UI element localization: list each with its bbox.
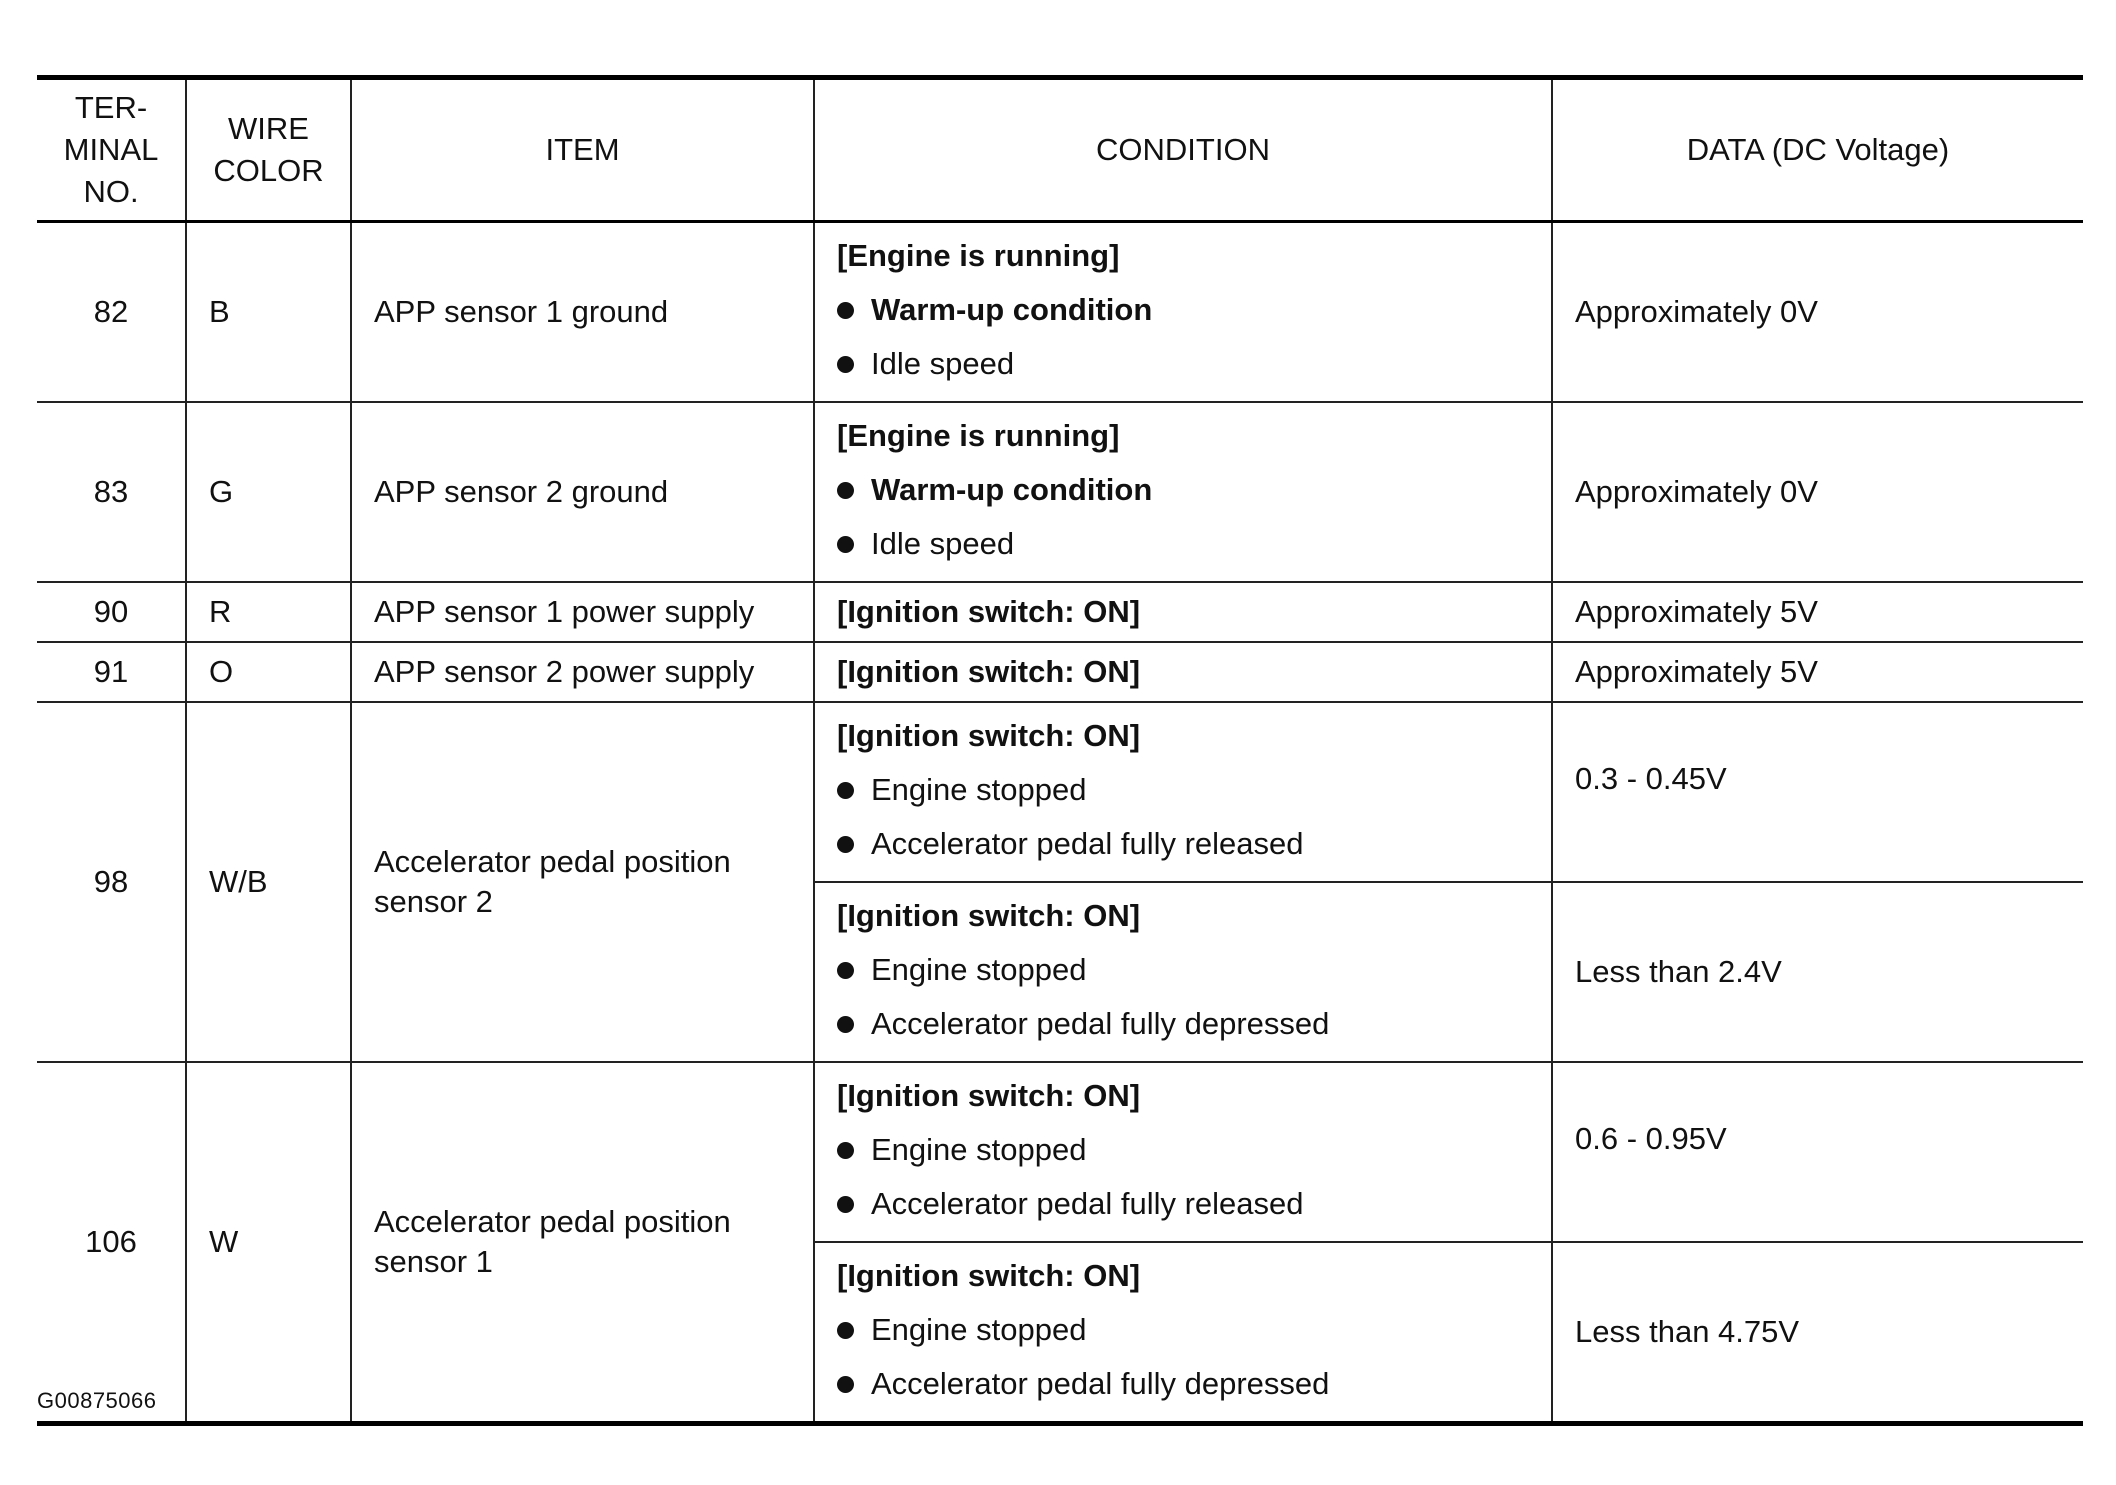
condition-heading: [Ignition switch: ON]: [837, 1258, 1141, 1293]
condition-cell: [814, 222, 1552, 403]
wire-color: W/B: [186, 702, 351, 1062]
table-row: [37, 702, 2083, 882]
terminal-number: 98: [37, 702, 186, 1062]
terminal-number: 90: [37, 582, 186, 642]
table-row: [37, 642, 2083, 702]
condition-item: Accelerator pedal fully depressed: [837, 1357, 1551, 1411]
voltage-value: 0.6 - 0.95V: [1552, 1062, 2083, 1242]
wire-color: G: [186, 402, 351, 582]
bullet-icon: [837, 1142, 854, 1159]
condition-heading: [Ignition switch: ON]: [837, 898, 1141, 933]
bullet-icon: [837, 302, 854, 319]
table-row: [37, 582, 2083, 642]
condition-heading: [Ignition switch: ON]: [837, 654, 1141, 689]
header-row: [37, 78, 2083, 222]
wire-color: B: [186, 222, 351, 403]
item-name: Accelerator pedal position sensor 2: [351, 702, 814, 1062]
voltage-value: Less than 2.4V: [1552, 882, 2083, 1062]
terminal-number: 83: [37, 402, 186, 582]
condition-cell: [814, 1062, 1552, 1242]
condition-cell: [814, 582, 1552, 642]
condition-item: Idle speed: [837, 337, 1551, 391]
wire-color: O: [186, 642, 351, 702]
voltage-value: Approximately 5V: [1552, 642, 2083, 702]
condition-item: Accelerator pedal fully released: [837, 817, 1551, 871]
condition-cell: [814, 882, 1552, 1062]
bullet-icon: [837, 1322, 854, 1339]
bullet-icon: [837, 836, 854, 853]
header-wire-color: WIRE COLOR: [186, 78, 351, 222]
bullet-icon: [837, 1196, 854, 1213]
table-row: [37, 402, 2083, 582]
condition-item: Engine stopped: [837, 1123, 1551, 1177]
ecm-terminal-table: [37, 75, 2083, 1426]
terminal-number: 106: [37, 1062, 186, 1424]
condition-cell: [814, 642, 1552, 702]
table-row: [37, 1062, 2083, 1242]
condition-item: Accelerator pedal fully released: [837, 1177, 1551, 1231]
condition-heading: [Engine is running]: [837, 418, 1120, 453]
condition-heading: [Ignition switch: ON]: [837, 594, 1141, 629]
header-condition: CONDITION: [814, 78, 1552, 222]
header-terminal-no: TER- MINAL NO.: [37, 78, 186, 222]
voltage-value: Approximately 5V: [1552, 582, 2083, 642]
voltage-value: 0.3 - 0.45V: [1552, 702, 2083, 882]
item-name: APP sensor 1 power supply: [351, 582, 814, 642]
header-data: DATA (DC Voltage): [1552, 78, 2083, 222]
condition-cell: [814, 702, 1552, 882]
condition-heading: [Engine is running]: [837, 238, 1120, 273]
figure-code: G00875066: [37, 1388, 157, 1413]
bullet-icon: [837, 482, 854, 499]
condition-item: Engine stopped: [837, 1303, 1551, 1357]
wire-color: W: [186, 1062, 351, 1424]
condition-item: Warm-up condition: [837, 463, 1551, 517]
table-row: [37, 222, 2083, 403]
condition-cell: [814, 1242, 1552, 1424]
terminal-number: 91: [37, 642, 186, 702]
condition-item: Warm-up condition: [837, 283, 1551, 337]
condition-item: Engine stopped: [837, 943, 1551, 997]
item-name: APP sensor 2 ground: [351, 402, 814, 582]
condition-cell: [814, 402, 1552, 582]
wire-color: R: [186, 582, 351, 642]
bullet-icon: [837, 1016, 854, 1033]
condition-item: Accelerator pedal fully depressed: [837, 997, 1551, 1051]
bullet-icon: [837, 782, 854, 799]
bullet-icon: [837, 1376, 854, 1393]
condition-heading: [Ignition switch: ON]: [837, 1078, 1141, 1113]
item-name: APP sensor 1 ground: [351, 222, 814, 403]
voltage-value: Approximately 0V: [1552, 402, 2083, 582]
bullet-icon: [837, 356, 854, 373]
condition-heading: [Ignition switch: ON]: [837, 718, 1141, 753]
voltage-value: Less than 4.75V: [1552, 1242, 2083, 1424]
terminal-number: 82: [37, 222, 186, 403]
bullet-icon: [837, 536, 854, 553]
header-item: ITEM: [351, 78, 814, 222]
voltage-value: Approximately 0V: [1552, 222, 2083, 403]
bullet-icon: [837, 962, 854, 979]
item-name: Accelerator pedal position sensor 1: [351, 1062, 814, 1424]
condition-item: Idle speed: [837, 517, 1551, 571]
item-name: APP sensor 2 power supply: [351, 642, 814, 702]
condition-item: Engine stopped: [837, 763, 1551, 817]
